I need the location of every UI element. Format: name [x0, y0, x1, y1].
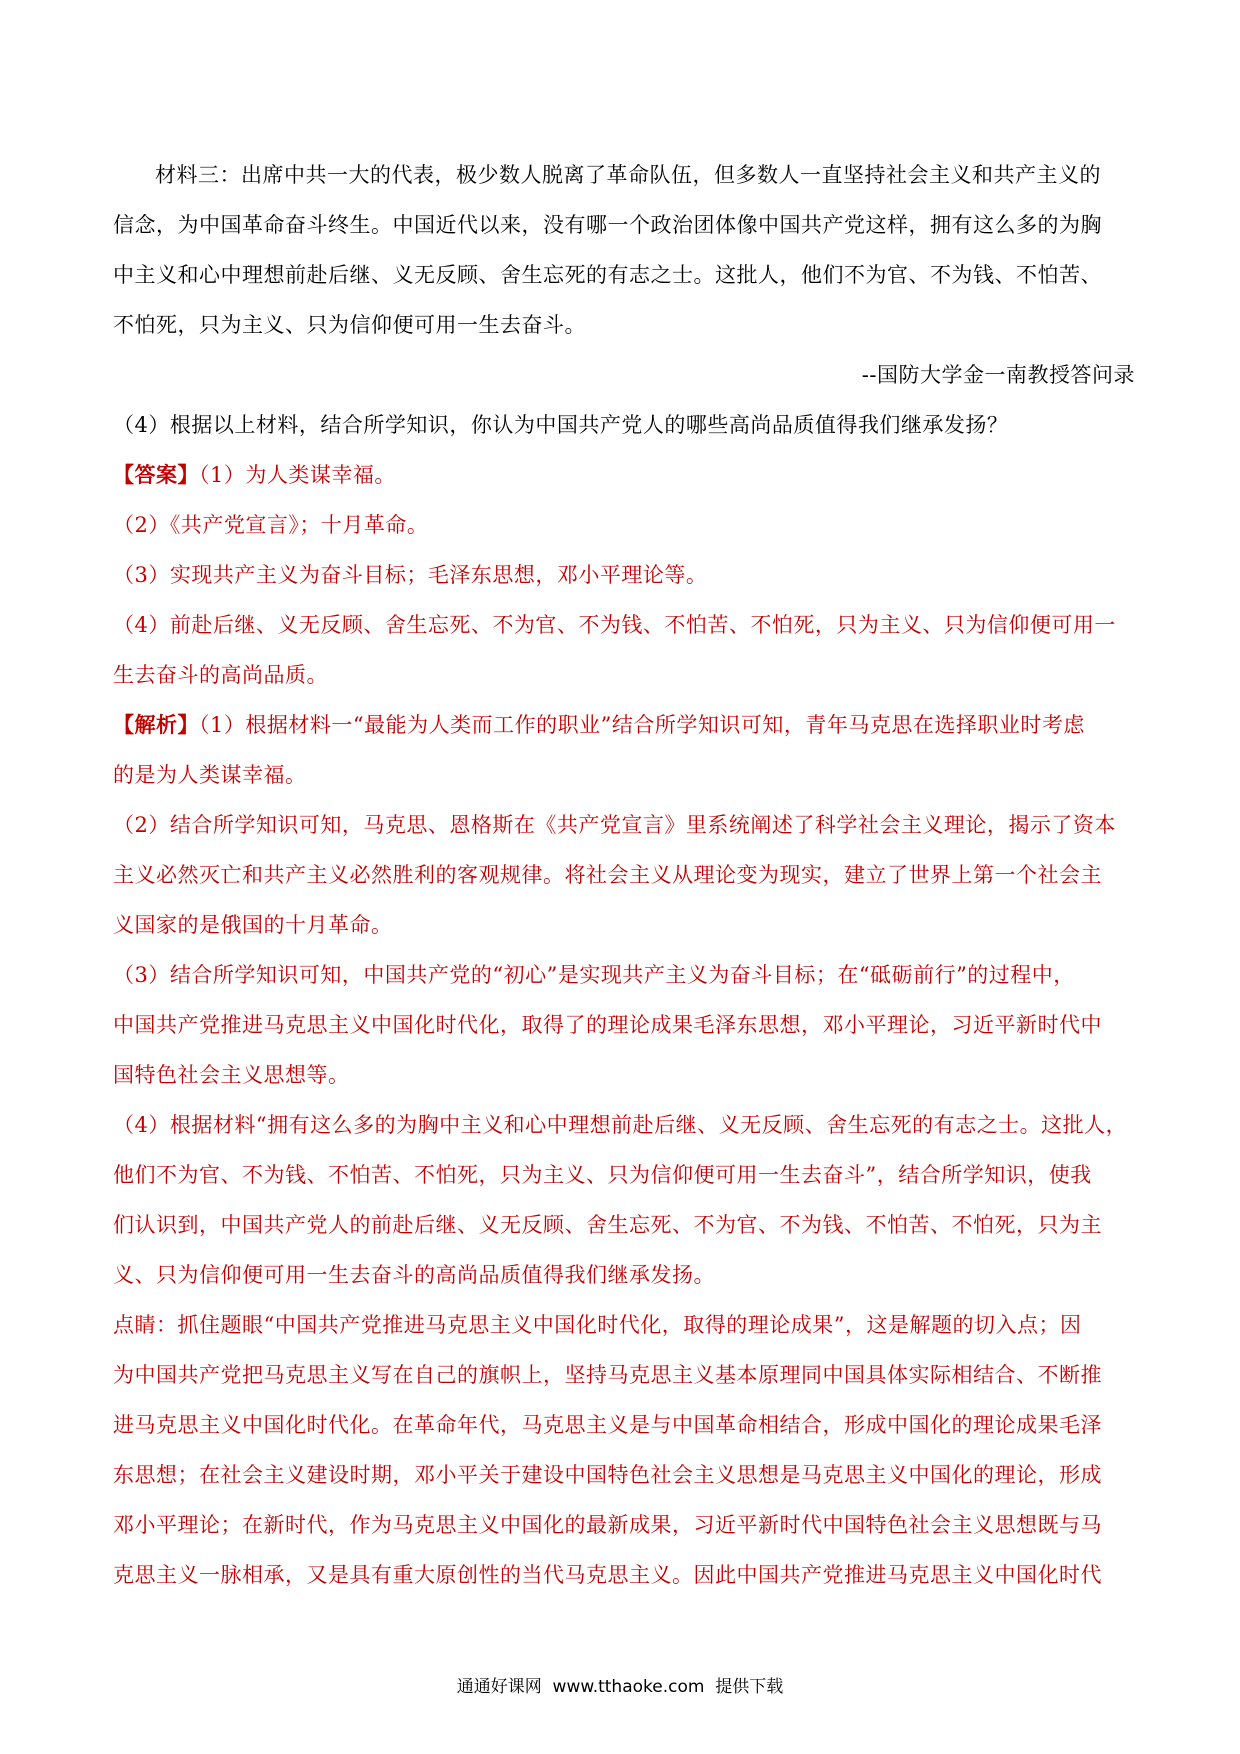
analysis-3-line-1: （3）结合所学知识可知，中国共产党的“初心”是实现共产主义为奋斗目标；在“砥砺前行”的过程中，	[113, 963, 1075, 987]
answer-line-1	[113, 450, 1135, 500]
analysis-4-line-4: 义、只为信仰便可用一生去奋斗的高尚品质值得我们继承发扬。	[113, 1263, 715, 1287]
analysis-4-line-1: （4）根据材料“拥有这么多的为胸中主义和心中理想前赴后继、义无反顾、舍生忘死的有志之士。这批人，	[113, 1113, 1128, 1137]
note-line-3: 进马克思主义中国化时代化。在革命年代，马克思主义是与中国革命相结合，形成中国化的理论成果毛泽	[113, 1413, 1102, 1437]
analysis-4-line-3: 们认识到，中国共产党人的前赴后继、义无反顾、舍生忘死、不为官、不为钱、不怕苦、不怕死，只为主	[113, 1213, 1102, 1237]
analysis-2-line-1: （2）结合所学知识可知，马克思、恩格斯在《共产党宣言》里系统阐述了科学社会主义理论，揭示了资本	[113, 813, 1116, 837]
analysis-4-line-2: 他们不为官、不为钱、不怕苦、不怕死，只为主义、只为信仰便可用一生去奋斗”，结合所学知识，使我	[113, 1163, 1092, 1187]
answer-label: 【答案】	[113, 462, 199, 487]
note-line-4: 东思想；在社会主义建设时期，邓小平关于建设中国特色社会主义思想是马克思主义中国化的理论，形成	[113, 1463, 1102, 1487]
analysis-2-line-3: 义国家的是俄国的十月革命。	[113, 913, 393, 937]
note-line-5: 邓小平理论；在新时代，作为马克思主义中国化的最新成果，习近平新时代中国特色社会主义思想既与马	[113, 1513, 1102, 1537]
answer-1: （1）为人类谋幸福。	[199, 463, 396, 487]
answer-3: （3）实现共产主义为奋斗目标；毛泽东思想，邓小平理论等。	[113, 563, 708, 587]
analysis-3-line-3: 国特色社会主义思想等。	[113, 1063, 350, 1087]
answer-4b: 生去奋斗的高尚品质。	[113, 663, 328, 687]
document-page	[113, 150, 1135, 1600]
analysis-1b: 的是为人类谋幸福。	[113, 763, 307, 787]
analysis-label: 【解析】	[113, 712, 199, 737]
material3-line-3: 中主义和心中理想前赴后继、义无反顾、舍生忘死的有志之士。这批人，他们不为官、不为钱、不怕苦、	[113, 263, 1102, 287]
analysis-line-1	[113, 700, 1135, 750]
analysis-1a: （1）根据材料一“最能为人类而工作的职业”结合所学知识可知，青年马克思在选择职业时考虑	[199, 713, 1085, 737]
note-line-6: 克思主义一脉相承，又是具有重大原创性的当代马克思主义。因此中国共产党推进马克思主义中国化时代	[113, 1563, 1102, 1587]
material3-source: --国防大学金一南教授答问录	[861, 363, 1135, 387]
answer-2: （2）《共产党宣言》；十月革命。	[113, 513, 429, 537]
footer-download-note: 通通好课网 www.tthaoke.com 提供下载	[456, 1677, 784, 1697]
answer-4a: （4）前赴后继、义无反顾、舍生忘死、不为官、不为钱、不怕苦、不怕死，只为主义、只为信仰便可用一	[113, 613, 1116, 637]
material3-line-4: 不怕死，只为主义、只为信仰便可用一生去奋斗。	[113, 313, 586, 337]
analysis-2-line-2: 主义必然灭亡和共产主义必然胜利的客观规律。将社会主义从理论变为现实，建立了世界上第一个社会主	[113, 863, 1102, 887]
material3-line-1: 材料三：出席中共一大的代表，极少数人脱离了革命队伍，但多数人一直坚持社会主义和共产主义的	[155, 163, 1101, 187]
question-4: （4）根据以上材料，结合所学知识，你认为中国共产党人的哪些高尚品质值得我们继承发扬？	[113, 413, 1009, 437]
analysis-3-line-2: 中国共产党推进马克思主义中国化时代化，取得了的理论成果毛泽东思想，邓小平理论，习近平新时代中	[113, 1013, 1102, 1037]
material3-line-2: 信念，为中国革命奋斗终生。中国近代以来，没有哪一个政治团体像中国共产党这样，拥有这么多的为胸	[113, 213, 1102, 237]
note-line-2: 为中国共产党把马克思主义写在自己的旗帜上，坚持马克思主义基本原理同中国具体实际相结合、不断推	[113, 1363, 1102, 1387]
note-line-1: 点睛：抓住题眼“中国共产党推进马克思主义中国化时代化，取得的理论成果”，这是解题的切入点；因	[113, 1313, 1082, 1337]
